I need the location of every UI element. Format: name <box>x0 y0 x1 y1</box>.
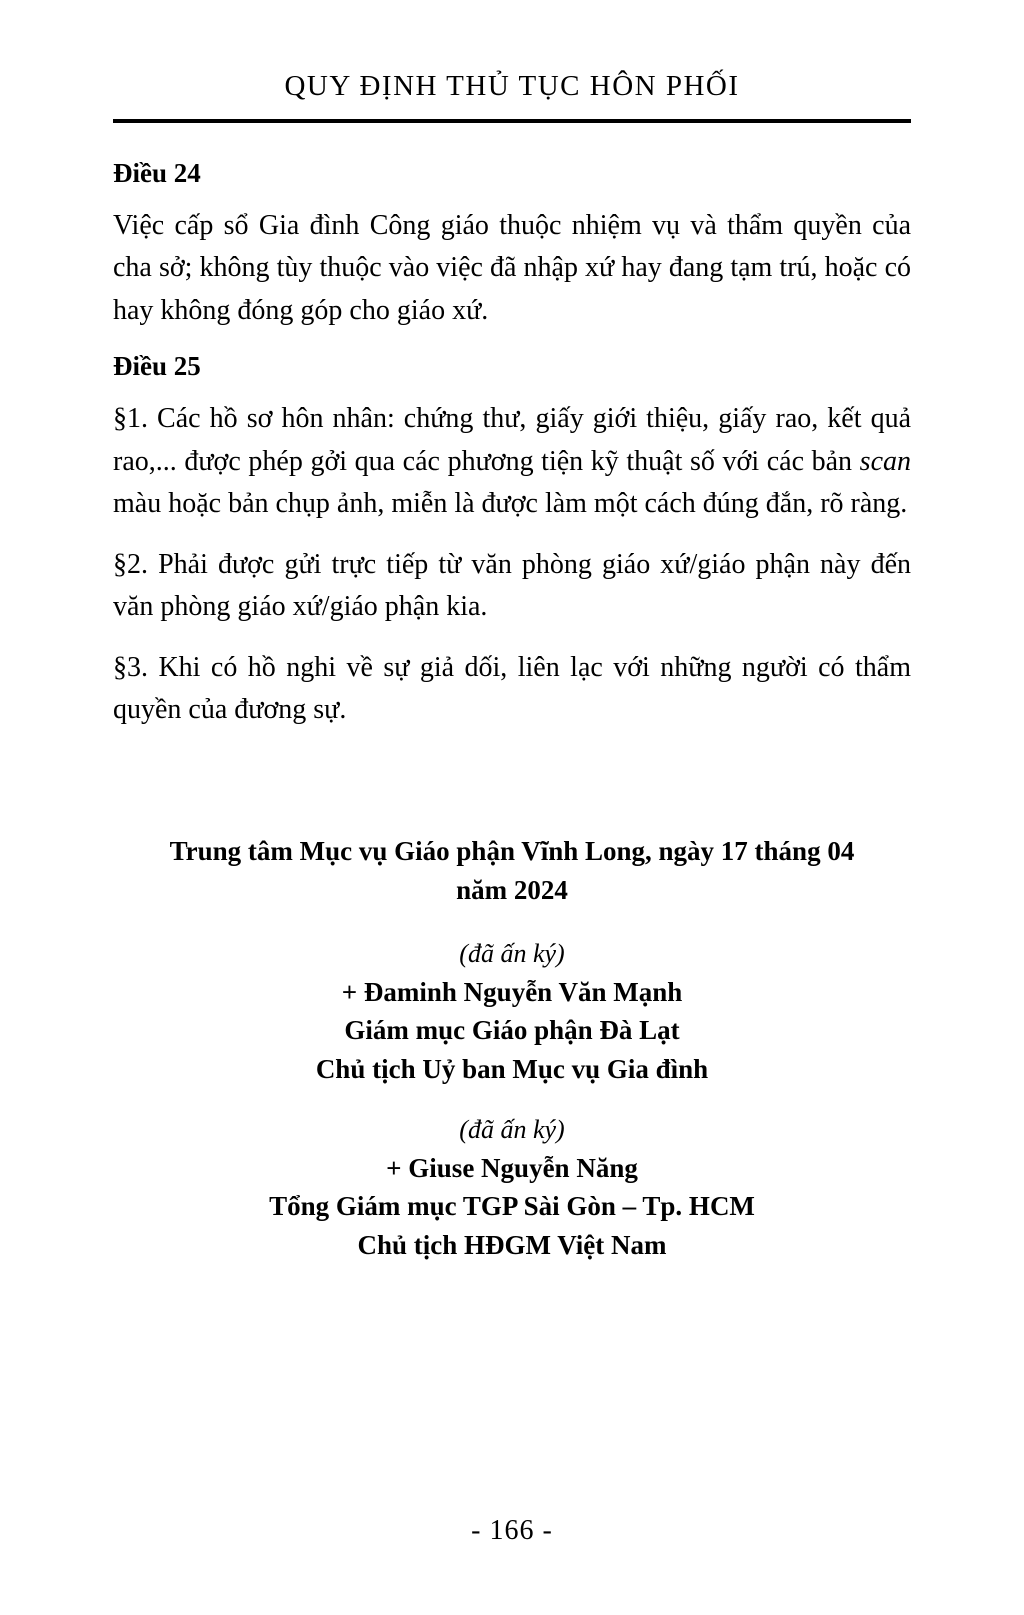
article-25-section-2: §2. Phải được gửi trực tiếp từ văn phòng giáo xứ/giáo phận này đến văn phòng giáo xứ/giáo phận kia. <box>113 548 911 623</box>
signature-block-second <box>113 1112 911 1264</box>
signature-second-name: + Giuse Nguyễn Năng <box>386 1153 638 1184</box>
article-25-section-1-part-1: §1. Các hồ sơ hôn nhân: chứng thư, giấy giới thiệu, giấy rao, kết quả rao,... được phép gởi qua các phương tiện kỹ thuật số với các bản <box>113 403 911 477</box>
signature-first-name: + Đaminh Nguyễn Văn Mạnh <box>341 977 683 1008</box>
signature-spacer <box>113 754 911 832</box>
article-24-heading: Điều 24 <box>113 158 201 188</box>
header-divider <box>113 119 911 123</box>
page-number: - 166 - <box>471 1515 553 1546</box>
signature-first-title-1: Giám mục Giáo phận Đà Lạt <box>344 1015 680 1046</box>
article-25-section-3: §3. Khi có hồ nghi về sự giả dối, liên lạc với những người có thẩm quyền của đương sự. <box>113 651 911 726</box>
article-25-section-1-part-2: màu hoặc bản chụp ảnh, miễn là được làm một cách đúng đắn, rõ ràng. <box>113 488 908 520</box>
signature-first-title-2: Chủ tịch Uỷ ban Mục vụ Gia đình <box>315 1053 709 1084</box>
signature-second-title-1: Tổng Giám mục TGP Sài Gòn – Tp. HCM <box>269 1191 755 1222</box>
signature-block-first <box>113 936 911 1088</box>
running-head: QUY ĐỊNH THỦ TỤC HÔN PHỐI <box>284 70 740 102</box>
signature-second-note: (đã ấn ký) <box>459 1115 565 1145</box>
signature-place-date: Trung tâm Mục vụ Giáo phận Vĩnh Long, ngày 17 tháng 04 năm 2024 <box>169 835 855 906</box>
article-25-section-1 <box>113 398 911 526</box>
article-25-heading: Điều 25 <box>113 351 201 382</box>
article-24-paragraph: Việc cấp sổ Gia đình Công giáo thuộc nhiệm vụ và thẩm quyền của cha sở; không tùy thuộc vào việc đã nhập xứ hay đang tạm trú, hoặc có hay không đóng góp cho giáo xứ. <box>113 209 911 326</box>
signature-first-note: (đã ấn ký) <box>459 939 565 969</box>
article-25-section-1-italic-term: scan <box>859 445 911 477</box>
signature-second-title-2: Chủ tịch HĐGM Việt Nam <box>357 1229 667 1260</box>
